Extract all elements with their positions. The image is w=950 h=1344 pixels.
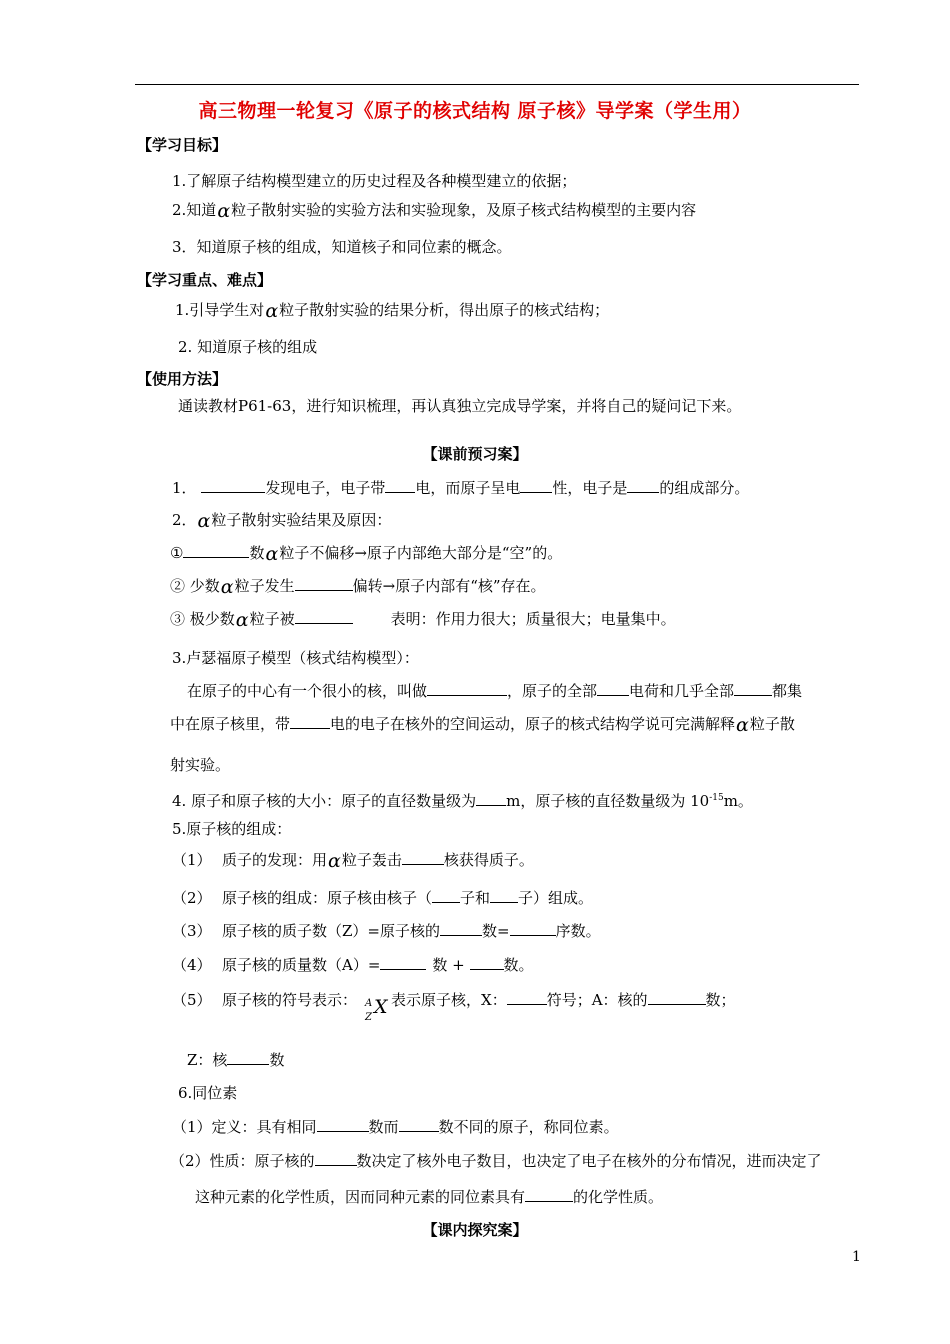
q5-s2-post: 子）组成。 <box>518 889 594 907</box>
preview-c3 <box>170 608 676 629</box>
preview-q5-s5 <box>172 986 736 1023</box>
preview-q1 <box>172 477 749 498</box>
c3-mid: 粒子被 <box>249 610 295 628</box>
q6-prop-pre: （2）性质：原子核的 <box>170 1152 315 1170</box>
q3-l1-d: 都集 <box>772 682 803 700</box>
q4-post: m。 <box>723 792 753 810</box>
q5-z-post: 数 <box>269 1051 285 1069</box>
fill-blank <box>183 542 249 558</box>
nuclide-mass-number: A <box>365 998 373 1009</box>
q1-p4: 的组成部分。 <box>659 479 750 497</box>
q5-s1-post: 核获得质子。 <box>443 851 534 869</box>
alpha-symbol: α <box>235 609 249 631</box>
fill-blank <box>476 790 506 806</box>
fill-blank <box>525 1186 573 1202</box>
fill-blank <box>490 887 518 903</box>
q5-s1-num: （1） <box>172 851 212 869</box>
nuclide-atomic-number: Z <box>365 1012 372 1023</box>
preview-q5-title: 5.原子核的组成： <box>172 820 292 838</box>
q5-s2-num: （2） <box>172 889 212 907</box>
q4-exponent: -15 <box>709 793 724 803</box>
goal-item-3: 3．知道原子核的组成，知道核子和同位素的概念。 <box>172 238 512 256</box>
q1-num: 1． <box>172 479 197 497</box>
fill-blank <box>734 680 772 696</box>
fill-blank <box>470 954 504 970</box>
q5-s5-a: 表示原子核，X： <box>391 991 507 1009</box>
preview-q6-prop <box>170 1150 822 1171</box>
nuclide-symbol <box>357 994 391 1024</box>
q5-s5-num: （5） <box>172 991 212 1009</box>
c1-mid: 数 <box>249 544 265 562</box>
fill-blank <box>317 1116 369 1132</box>
page-title: 高三物理一轮复习《原子的核式结构 原子核》导学案（学生用） <box>198 100 752 122</box>
alpha-symbol: α <box>265 543 279 565</box>
q1-p1: 发现电子，电子带 <box>265 479 386 497</box>
q3-l1-b: ，原子的全部 <box>507 682 598 700</box>
q1-p3: 性，电子是 <box>552 479 628 497</box>
q5-s4-num: （4） <box>172 956 212 974</box>
fill-blank <box>290 713 330 729</box>
keypoint-item-1-post: 粒子散射实验的结果分析，得出原子的核式结构； <box>279 301 610 319</box>
c3-pre: ③ 极少数 <box>170 610 235 628</box>
fill-blank <box>627 477 659 493</box>
keypoint-item-2: 2. 知道原子核的组成 <box>178 338 318 356</box>
preview-q3-line2 <box>170 713 795 734</box>
usage-heading: 【使用方法】 <box>137 370 228 388</box>
q3-l2-b: 电的电子在核外的空间运动，原子的核式结构学说可完满解释 <box>330 715 736 733</box>
q5-s4-pre: 原子核的质量数（A）= <box>222 956 381 974</box>
fill-blank <box>432 887 460 903</box>
goal-item-2-post: 粒子散射实验的实验方法和实验现象，及原子核式结构模型的主要内容 <box>231 201 697 219</box>
c2-post: 偏转→原子内部有“核”存在。 <box>352 577 546 595</box>
q5-s4-post: 数。 <box>503 956 534 974</box>
q3-l1-a: 在原子的中心有一个很小的核，叫做 <box>187 682 428 700</box>
fill-blank <box>440 920 482 936</box>
fill-blank <box>315 1150 357 1166</box>
q4-mid: m，原子核的直径数量级为 10 <box>506 792 710 810</box>
top-rule <box>135 84 859 85</box>
fill-blank <box>227 1049 269 1065</box>
goals-heading: 【学习目标】 <box>137 136 228 154</box>
alpha-symbol: α <box>265 300 279 322</box>
q5-s1-mid: 粒子轰击 <box>341 851 402 869</box>
usage-text: 通读教材P61-63，进行知识梳理，再认真独立完成导学案，并将自己的疑问记下来。 <box>178 397 742 415</box>
q5-s4-mid: 数 + <box>432 956 470 974</box>
q5-s2-pre: 原子核的组成：原子核由核子（ <box>222 889 433 907</box>
q5-s5-b: 符号；A：核的 <box>546 991 648 1009</box>
q3-l2-c: 粒子散 <box>749 715 795 733</box>
q5-s3-post: 序数。 <box>555 922 601 940</box>
keypoint-item-1-pre: 1.引导学生对 <box>175 301 265 319</box>
q5-s2-mid: 子和 <box>460 889 491 907</box>
q6-prop-post: 数决定了核外电子数目，也决定了电子在核外的分布情况，进而决定了 <box>356 1152 822 1170</box>
preview-q6-prop-2 <box>195 1186 663 1207</box>
goal-item-2-pre: 2.知道 <box>172 201 217 219</box>
preview-q5-s2 <box>172 887 593 908</box>
fill-blank <box>295 608 353 624</box>
preview-q6-def <box>172 1116 619 1137</box>
keypoints-heading: 【学习重点、难点】 <box>137 271 273 289</box>
preview-c2 <box>170 575 546 596</box>
inclass-heading: 【课内探究案】 <box>422 1221 528 1239</box>
q5-s1-pre: 质子的发现：用 <box>222 851 328 869</box>
fill-blank <box>520 477 552 493</box>
c2-pre: ② 少数 <box>170 577 220 595</box>
q5-s3-pre: 原子核的质子数（Z）=原子核的 <box>222 922 440 940</box>
q2-title-pre: 2． <box>172 511 197 529</box>
preview-c1 <box>170 542 562 563</box>
fill-blank <box>295 575 353 591</box>
fill-blank <box>427 680 507 696</box>
fill-blank <box>510 920 556 936</box>
q5-s3-mid: 数= <box>482 922 510 940</box>
q6-prop2-post: 的化学性质。 <box>573 1188 664 1206</box>
preview-q5-s1 <box>172 849 534 870</box>
q2-title-post: 粒子散射实验结果及原因： <box>211 511 392 529</box>
fill-blank <box>597 680 629 696</box>
c1-pre: ① <box>170 544 184 562</box>
q5-z-pre: Z：核 <box>187 1051 228 1069</box>
preview-q3-line3: 射实验。 <box>170 756 231 774</box>
fill-blank <box>380 954 426 970</box>
q4-pre: 4. 原子和原子核的大小：原子的直径数量级为 <box>172 792 477 810</box>
preview-q4 <box>172 788 753 811</box>
q6-def-post: 数不同的原子，称同位素。 <box>438 1118 619 1136</box>
alpha-symbol: α <box>197 510 211 532</box>
c2-mid: 粒子发生 <box>234 577 295 595</box>
preview-q5-s4 <box>172 954 534 975</box>
alpha-symbol: α <box>217 200 231 222</box>
alpha-symbol: α <box>736 714 749 736</box>
page-number: 1 <box>852 1249 861 1265</box>
nuclide-element: X <box>374 996 388 1018</box>
q6-def-mid: 数而 <box>368 1118 399 1136</box>
q3-l1-c: 电荷和几乎全部 <box>629 682 735 700</box>
q5-s3-num: （3） <box>172 922 212 940</box>
preview-q5-z <box>187 1049 284 1070</box>
fill-blank <box>402 849 444 865</box>
preview-q2-title <box>172 509 391 530</box>
preview-heading: 【课前预习案】 <box>422 445 528 463</box>
fill-blank <box>648 989 706 1005</box>
keypoint-item-1 <box>175 299 609 320</box>
q5-s5-pre: 原子核的符号表示： <box>222 991 358 1009</box>
fill-blank <box>385 477 415 493</box>
q6-prop2-pre: 这种元素的化学性质，因而同种元素的同位素具有 <box>195 1188 526 1206</box>
goal-item-2 <box>172 199 696 220</box>
q3-l2-a: 中在原子核里，带 <box>170 715 291 733</box>
preview-q3-title: 3.卢瑟福原子模型（核式结构模型）： <box>172 649 419 667</box>
fill-blank <box>399 1116 439 1132</box>
c3-post: 表明：作用力很大；质量很大；电量集中。 <box>390 610 676 628</box>
preview-q3-line1 <box>187 680 802 701</box>
goal-item-1: 1.了解原子结构模型建立的历史过程及各种模型建立的依据； <box>172 172 577 190</box>
preview-q6-title: 6.同位素 <box>178 1084 238 1102</box>
alpha-symbol: α <box>220 576 234 598</box>
fill-blank <box>201 477 265 493</box>
c1-post: 粒子不偏移→原子内部绝大部分是“空”的。 <box>279 544 563 562</box>
q6-def-pre: （1）定义：具有相同 <box>172 1118 317 1136</box>
q5-s5-c: 数； <box>705 991 736 1009</box>
preview-q5-s3 <box>172 920 601 941</box>
q1-p2: 电，而原子呈电 <box>415 479 521 497</box>
alpha-symbol: α <box>328 850 341 872</box>
fill-blank <box>507 989 547 1005</box>
